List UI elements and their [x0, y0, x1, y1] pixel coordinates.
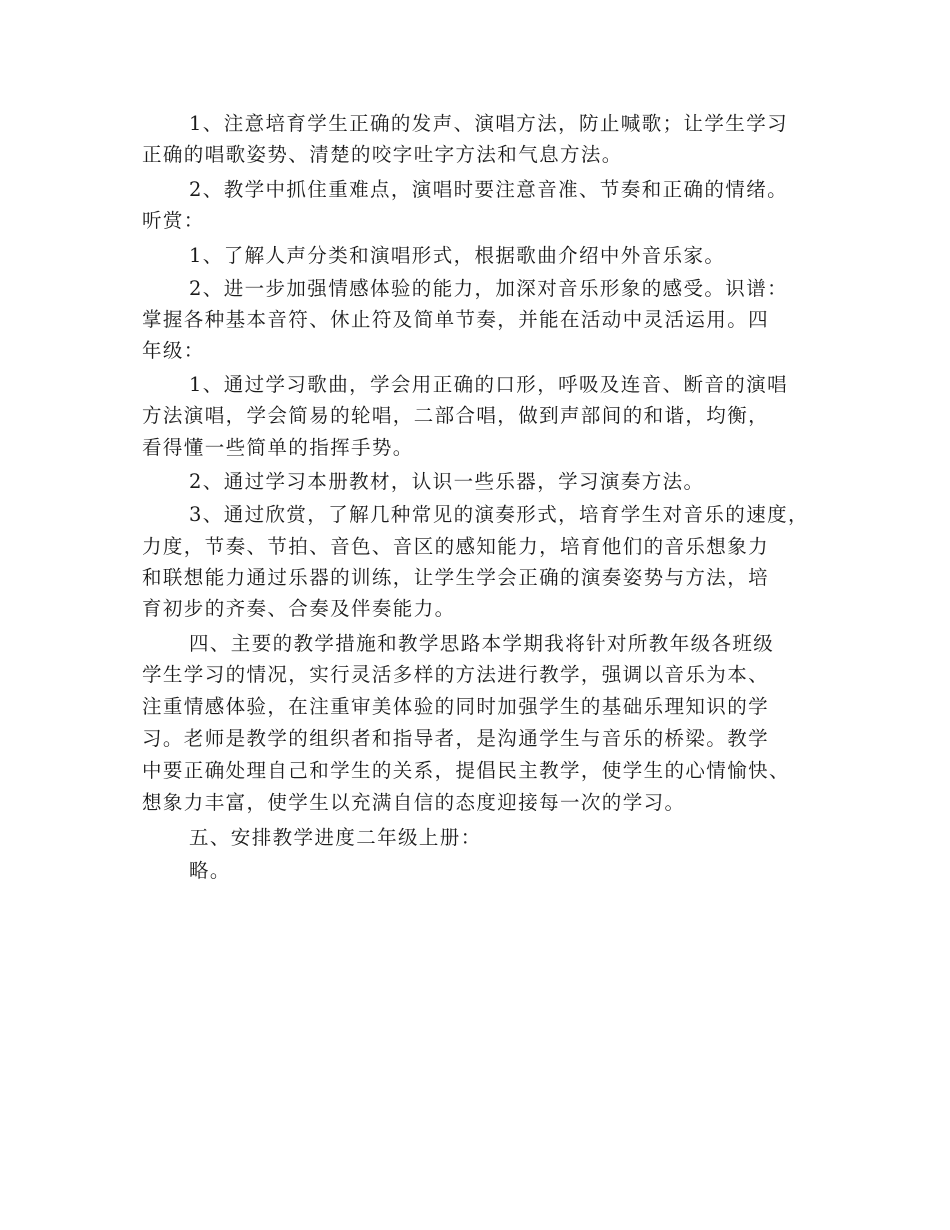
- text-line: 1、通过学习歌曲，学会用正确的口形，呼吸及连音、断音的演唱: [189, 373, 789, 396]
- text-line: 方法演唱，学会简易的轮唱，二部合唱，做到声部间的和谐，均衡，: [142, 404, 770, 427]
- text-line: 五、安排教学进度二年级上册：: [189, 826, 482, 849]
- text-line: 掌握各种基本音符、休止符及简单节奏，并能在活动中灵活运用。四: [142, 308, 770, 331]
- text-line: 略。: [189, 859, 231, 882]
- text-line: 3、通过欣赏，了解几种常见的演奏形式，培育学生对音乐的速度，: [189, 503, 809, 526]
- text-line: 1、注意培育学生正确的发声、演唱方法，防止喊歌；让学生学习: [189, 112, 789, 135]
- text-line: 四、主要的教学措施和教学思路本学期我将针对所教年级各班级: [189, 632, 775, 655]
- text-line: 2、教学中抓住重难点，演唱时要注意音准、节奏和正确的情绪。: [189, 178, 789, 201]
- text-line: 中要正确处理自己和学生的关系，提倡民主教学，使学生的心情愉快、: [142, 759, 790, 782]
- text-line: 年级：: [142, 339, 205, 362]
- text-line: 学生学习的情况，实行灵活多样的方法进行教学，强调以音乐为本、: [142, 663, 770, 686]
- text-line: 2、通过学习本册教材，认识一些乐器，学习演奏方法。: [189, 470, 705, 493]
- text-line: 1、了解人声分类和演唱形式，根据歌曲介绍中外音乐家。: [189, 244, 726, 267]
- text-line: 2、进一步加强情感体验的能力，加深对音乐形象的感受。识谱：: [189, 277, 789, 300]
- text-line: 注重情感体验，在注重审美体验的同时加强学生的基础乐理知识的学: [142, 695, 770, 718]
- text-line: 想象力丰富，使学生以充满自信的态度迎接每一次的学习。: [142, 791, 686, 814]
- text-line: 和联想能力通过乐器的训练，让学生学会正确的演奏姿势与方法，培: [142, 566, 770, 589]
- text-line: 听赏：: [142, 209, 205, 232]
- text-line: 习。老师是教学的组织者和指导者，是沟通学生与音乐的桥梁。教学: [142, 727, 770, 750]
- text-line: 正确的唱歌姿势、清楚的咬字吐字方法和气息方法。: [142, 143, 623, 166]
- text-line: 力度，节奏、节拍、音色、音区的感知能力，培育他们的音乐想象力: [142, 535, 770, 558]
- text-line: 育初步的齐奏、合奏及伴奏能力。: [142, 597, 456, 620]
- text-line: 看得懂一些简单的指挥手势。: [142, 436, 414, 459]
